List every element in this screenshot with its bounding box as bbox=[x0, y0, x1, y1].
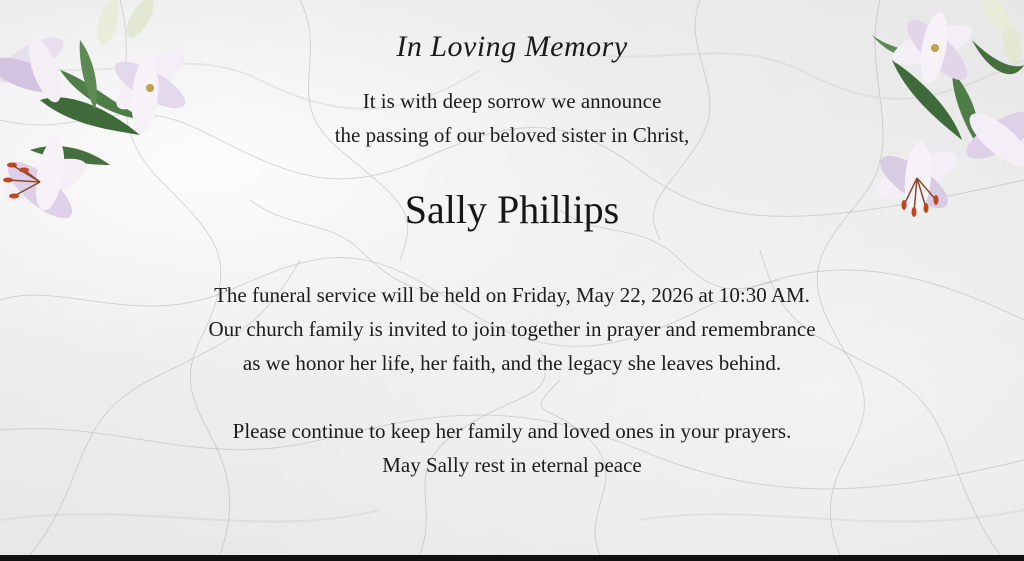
service-line: Our church family is invited to join together in prayer and remembrance bbox=[208, 317, 816, 341]
deceased-name: Sally Phillips bbox=[404, 187, 620, 232]
closing-line: Please continue to keep her family and loved ones in your prayers. bbox=[232, 419, 792, 443]
service-line: as we honor her life, her faith, and the legacy she leaves behind. bbox=[242, 351, 782, 375]
intro-line: It is with deep sorrow we announce bbox=[362, 89, 662, 113]
notice-heading: In Loving Memory bbox=[396, 30, 628, 63]
service-paragraph bbox=[0, 278, 1024, 380]
intro-line: the passing of our beloved sister in Christ, bbox=[334, 123, 690, 147]
closing-paragraph bbox=[0, 414, 1024, 482]
service-line: The funeral service will be held on Friday, May 22, 2026 at 10:30 AM. bbox=[214, 283, 810, 307]
closing-line: May Sally rest in eternal peace bbox=[382, 453, 642, 477]
bottom-border bbox=[0, 555, 1024, 561]
intro-paragraph bbox=[0, 84, 1024, 152]
